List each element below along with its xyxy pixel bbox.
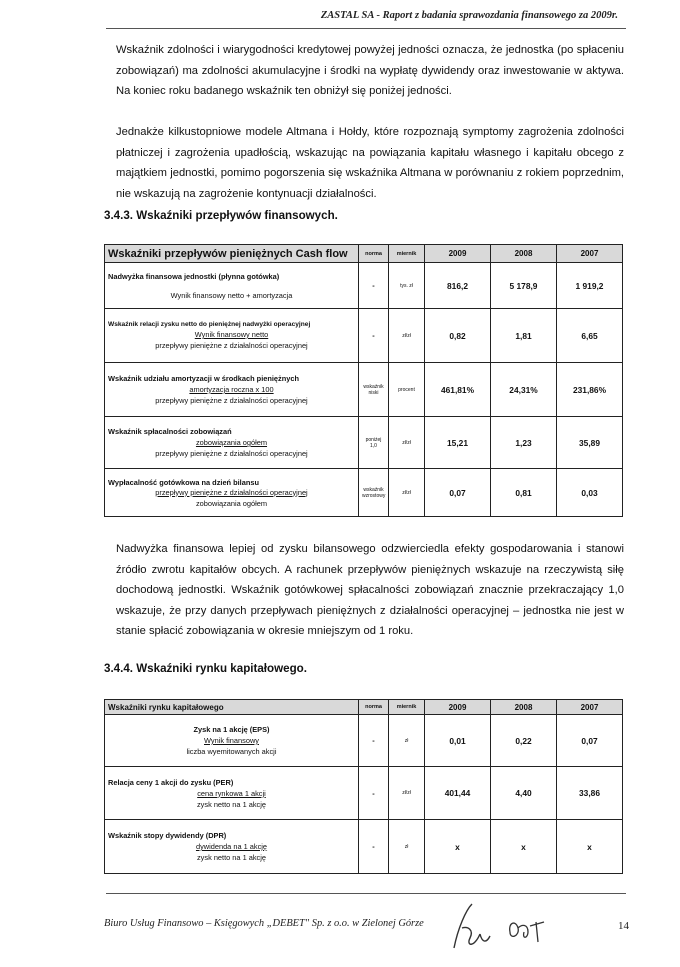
- indicator-formula: Wynik finansowy netto + amortyzacja: [170, 290, 293, 300]
- indicator-cell: [105, 263, 359, 309]
- col-2007: 2007: [557, 700, 623, 715]
- formula-numerator: dywidenda na 1 akcję: [195, 842, 268, 851]
- indicator-cell: [105, 767, 359, 820]
- norma-cell: -: [359, 767, 389, 820]
- col-miernik: miernik: [389, 700, 425, 715]
- value-2008: 1,81: [491, 309, 557, 363]
- table-row: [105, 309, 623, 363]
- col-norma: norma: [359, 245, 389, 263]
- header-divider: [106, 28, 626, 29]
- norma-cell: poniżej 1,0: [359, 417, 389, 469]
- page-footer: Biuro Usług Finansowo – Księgowych „DEBET" Sp. z o.o. w Zielonej Górze: [104, 918, 424, 929]
- miernik-cell: zł/zł: [389, 767, 425, 820]
- formula-denominator: zysk netto na 1 akcję: [196, 799, 267, 809]
- footer-divider: [106, 893, 626, 894]
- table-title: Wskaźniki przepływów pieniężnych Cash flow: [105, 245, 359, 263]
- value-2007: x: [557, 820, 623, 874]
- value-2009: x: [425, 820, 491, 874]
- indicator-cell: [105, 363, 359, 417]
- value-2009: 0,82: [425, 309, 491, 363]
- value-2009: 816,2: [425, 263, 491, 309]
- formula-denominator: zobowiązania ogółem: [195, 498, 268, 508]
- value-2008: 1,23: [491, 417, 557, 469]
- value-2008: 0,22: [491, 715, 557, 767]
- formula-denominator: przepływy pieniężne z działalności operacyjnej: [155, 341, 308, 350]
- formula-numerator: Wynik finansowy: [204, 736, 259, 745]
- value-2007: 33,86: [557, 767, 623, 820]
- indicator-name: Wypłacalność gotówkowa na dzień bilansu: [108, 477, 259, 487]
- norma-cell: -: [359, 263, 389, 309]
- value-2007: 35,89: [557, 417, 623, 469]
- table-row: [105, 417, 623, 469]
- indicator-cell: [105, 469, 359, 517]
- miernik-cell: zł/zł: [389, 417, 425, 469]
- formula-numerator: cena rynkowa 1 akcji: [197, 788, 266, 798]
- col-2009: 2009: [425, 700, 491, 715]
- value-2008: 5 178,9: [491, 263, 557, 309]
- miernik-cell: zł: [389, 715, 425, 767]
- indicator-cell: [105, 820, 359, 874]
- handwritten-signature: [444, 898, 564, 958]
- miernik-cell: tys. zł: [389, 263, 425, 309]
- table-header-row: [105, 700, 623, 715]
- value-2007: 0,07: [557, 715, 623, 767]
- paragraph-1: Wskaźnik zdolności i wiarygodności kredytowej powyżej jedności oznacza, że jednostka (po spłaceniu zobowiązań) ma zdolności akumulacyjne i środki na wypłatę dywidendy oraz inwestowanie w aktywa. Na koniec roku badanego wskaźnik ten obniżył się poniżej jedności.: [116, 44, 624, 98]
- table-title: Wskaźniki rynku kapitałowego: [105, 700, 359, 715]
- formula-numerator: przepływy pieniężne z działalności operacyjnej: [155, 487, 308, 497]
- value-2008: 4,40: [491, 767, 557, 820]
- value-2007: 1 919,2: [557, 263, 623, 309]
- norma-cell: -: [359, 820, 389, 874]
- norma-cell: -: [359, 309, 389, 363]
- indicator-cell: [105, 417, 359, 469]
- value-2007: 0,03: [557, 469, 623, 517]
- table-row: [105, 469, 623, 517]
- indicator-name: Wskaźnik relacji zysku netto do pieniężnej nadwyżki operacyjnej: [108, 321, 311, 328]
- table-header-row: [105, 245, 623, 263]
- formula-numerator: Wynik finansowy netto: [194, 330, 269, 339]
- norma-cell: wskaźnik niski: [359, 363, 389, 417]
- formula-denominator: przepływy pieniężne z działalności operacyjnej: [155, 449, 308, 458]
- formula-denominator: zysk netto na 1 akcję: [196, 853, 267, 862]
- indicator-cell: [105, 715, 359, 767]
- indicator-name: Nadwyżka finansowa jednostki (płynna gotówka): [108, 271, 280, 281]
- paragraph-2: Jednakże kilkustopniowe modele Altmana i Hołdy, które rozpoznają symptomy zagrożenia zdolności płatniczej i zagrożenia upadłością, wskazując na powiązania kapitału własnego i kapitału obcego z majątkiem jednostki, pomimo pogorszenia się wskaźnika Altmana w porównaniu z rokiem poprzednim, nie wskazują na zagrożenie kontynuacji działalności.: [116, 126, 624, 200]
- col-2009: 2009: [425, 245, 491, 263]
- indicator-name: Wskaźnik udziału amortyzacji w środkach pieniężnych: [108, 374, 299, 383]
- table-row: [105, 820, 623, 874]
- value-2009: 0,01: [425, 715, 491, 767]
- table-row: [105, 715, 623, 767]
- formula-denominator: liczba wyemitowanych akcji: [186, 747, 277, 756]
- value-2007: 231,86%: [557, 363, 623, 417]
- value-2009: 401,44: [425, 767, 491, 820]
- value-2008: 24,31%: [491, 363, 557, 417]
- value-2008: 0,81: [491, 469, 557, 517]
- value-2008: x: [491, 820, 557, 874]
- formula-numerator: zobowiązania ogółem: [195, 438, 268, 447]
- table-row: [105, 263, 623, 309]
- section-heading-cash-flow: 3.4.3. Wskaźniki przepływów finansowych.: [104, 209, 338, 222]
- indicator-name: Wskaźnik spłacalności zobowiązań: [108, 427, 232, 436]
- norma-cell: wskaźnik wzrostowy: [359, 469, 389, 517]
- miernik-cell: procent: [389, 363, 425, 417]
- section-heading-capital-market: 3.4.4. Wskaźniki rynku kapitałowego.: [104, 662, 307, 675]
- value-2009: 15,21: [425, 417, 491, 469]
- table-row: [105, 767, 623, 820]
- page-header: ZASTAL SA - Raport z badania sprawozdania finansowego za 2009r.: [320, 10, 618, 21]
- indicator-name: Wskaźnik stopy dywidendy (DPR): [108, 831, 227, 840]
- indicator-name: Relacja ceny 1 akcji do zysku (PER): [108, 777, 234, 787]
- col-2008: 2008: [491, 245, 557, 263]
- miernik-cell: zł: [389, 820, 425, 874]
- cash-flow-table: [104, 244, 623, 517]
- formula-numerator: amortyzacja roczna x 100: [189, 385, 274, 394]
- indicator-name: Zysk na 1 akcję (EPS): [193, 725, 270, 734]
- miernik-cell: zł/zł: [389, 469, 425, 517]
- col-2008: 2008: [491, 700, 557, 715]
- norma-cell: -: [359, 715, 389, 767]
- col-norma: norma: [359, 700, 389, 715]
- capital-market-table: [104, 699, 623, 874]
- indicator-cell: [105, 309, 359, 363]
- value-2009: 461,81%: [425, 363, 491, 417]
- page-number: 14: [618, 920, 629, 932]
- formula-denominator: przepływy pieniężne z działalności operacyjnej: [155, 396, 308, 405]
- table-row: [105, 363, 623, 417]
- value-2007: 6,65: [557, 309, 623, 363]
- paragraph-3: Nadwyżka finansowa lepiej od zysku bilansowego odzwierciedla efekty gospodarowania i stanowi źródło zwrotu kapitałów obcych. A rachunek przepływów pieniężnych wskazuje na rzeczywistą siłę dochodową jednostki. Wskaźnik gotówkowej spłacalności zobowiązań znacznie przekraczający 1,0 wskazuje, że przy danych przepływach pieniężnych z działalności operacyjnej – jednostka nie jest w stanie spłacić zobowiązania w okresie mniejszym od 1 roku.: [116, 543, 624, 638]
- value-2009: 0,07: [425, 469, 491, 517]
- miernik-cell: zł/zł: [389, 309, 425, 363]
- col-2007: 2007: [557, 245, 623, 263]
- col-miernik: miernik: [389, 245, 425, 263]
